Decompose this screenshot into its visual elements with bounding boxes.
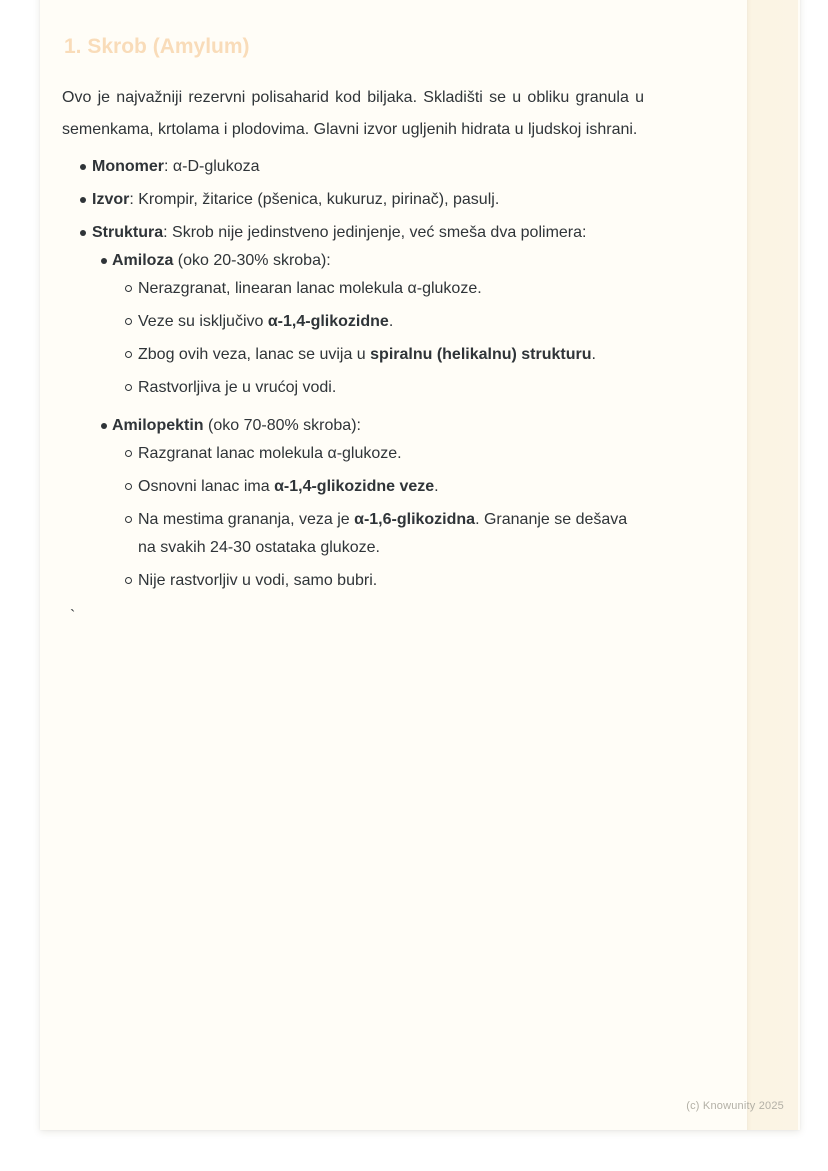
list-item-text: : α-D-glukoza [164,158,260,175]
list-item-text: : Skrob nije jedinstveno jedinjenje, već smeša dva polimera: [163,224,587,241]
circle-bullet-icon [125,384,132,391]
circle-bullet-icon [125,516,132,523]
list-item [112,308,644,336]
list-item-text: Nije rastvorljiv u vodi, samo bubri. [138,572,378,589]
list-item-amilopektin [92,412,644,595]
list-item-text: . [591,346,596,363]
page-right-band [747,0,798,1130]
list-item-amiloza [92,247,644,402]
list-item-bold-text: α-1,4-glikozidne [267,313,389,330]
circle-bullet-icon [125,577,132,584]
bullet-icon [80,197,86,203]
polymer-sublist [92,247,644,595]
amiloza-sublist [112,275,644,402]
list-item-bold-text: α-1,6-glikozidna [354,511,476,528]
intro-paragraph: Ovo je najvažniji rezervni polisaharid kod biljaka. Skladišti se u obliku granula u semenkama, krtolama i plodovima. Glavni izvor ugljenih hidrata u ljudskoj ishrani. [62,89,644,138]
document-page [40,0,800,1130]
list-item-text: . Grananje se dešava na svakih 24-30 ostataka glukoze. [138,511,628,556]
list-item-text: Osnovni lanac ima [138,478,275,495]
list-item [112,374,644,402]
circle-bullet-icon [125,351,132,358]
bullet-icon [101,258,107,264]
page-title: 1. Skrob (Amylum) [64,35,250,58]
list-item [112,275,644,303]
footer-copyright: (c) Knowunity 2025 [686,1100,784,1112]
list-item-struktura [62,219,644,595]
list-item-text: (oko 20-30% skroba): [173,252,331,269]
list-item-text: Razgranat lanac molekula α-glukoze. [138,445,402,462]
list-item [112,473,644,501]
list-item [112,440,644,468]
list-item-label: Izvor [92,191,130,208]
amilopektin-sublist [112,440,644,595]
list-item-text: Rastvorljiva je u vrućoj vodi. [138,379,337,396]
list-item-bold-text: α-1,4-glikozidne veze [274,478,435,495]
page-content [40,0,644,625]
list-item-monomer [62,153,644,181]
circle-bullet-icon [125,285,132,292]
list-item [112,341,644,369]
list-item-text: . [388,313,394,330]
list-item [112,506,644,562]
list-item-label: Struktura [92,224,164,241]
circle-bullet-icon [125,318,132,325]
list-item-label: Amilopektin [112,417,204,434]
list-item-text: : Krompir, žitarice (pšenica, kukuruz, pirinač), pasulj. [129,191,500,208]
main-list [62,153,644,595]
list-item-label: Amiloza [112,252,174,269]
circle-bullet-icon [125,450,132,457]
list-item-bold-text: spiralnu (helikalnu) strukturu [370,346,592,363]
list-item-text: Nerazgranat, linearan lanac molekula α-glukoze. [138,280,482,297]
list-item-text: Veze su isključivo [138,313,268,330]
list-item [112,567,644,595]
stray-backtick: ` [70,608,76,625]
list-item-text: . [434,478,439,495]
circle-bullet-icon [125,483,132,490]
bullet-icon [80,230,86,236]
list-item-izvor [62,186,644,214]
list-item-text: Zbog ovih veza, lanac se uvija u [138,346,371,363]
list-item-text: (oko 70-80% skroba): [203,417,361,434]
bullet-icon [80,164,86,170]
list-item-text: Na mestima grananja, veza je [138,511,355,528]
list-item-label: Monomer [92,158,164,175]
bullet-icon [101,423,107,429]
